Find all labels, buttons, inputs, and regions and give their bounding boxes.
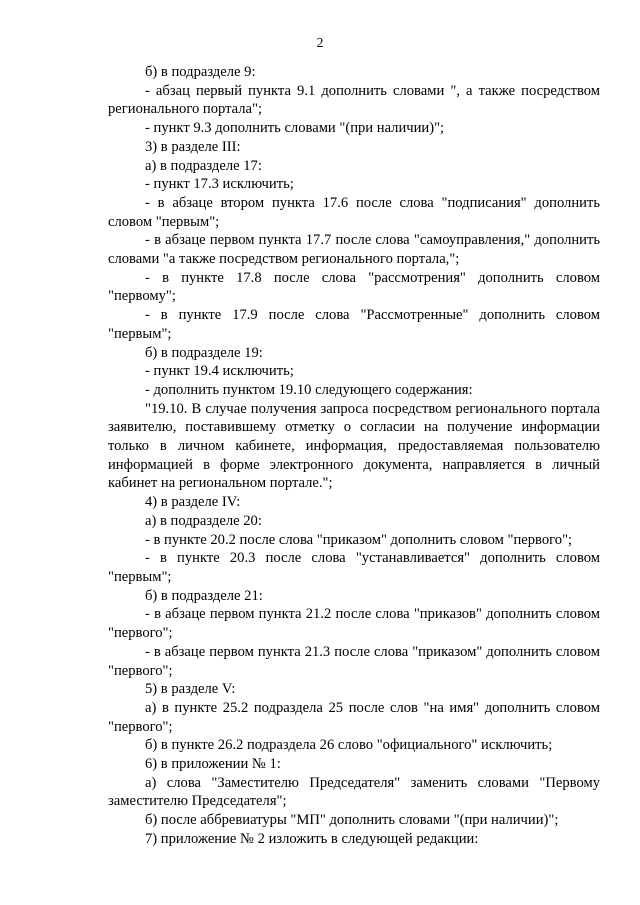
- paragraph: - пункт 19.4 исключить;: [145, 363, 294, 380]
- paragraph: 4) в разделе IV:: [145, 494, 241, 511]
- paragraph: - в абзаце втором пункта 17.6 после слова "подписания" дополнить словом "первым";: [108, 194, 600, 230]
- paragraph: б) в подразделе 21:: [145, 587, 263, 604]
- page-number: 2: [316, 35, 324, 50]
- paragraph: б) после аббревиатуры "МП" дополнить словами "(при наличии)";: [145, 812, 559, 829]
- paragraph: - в пункте 20.2 после слова "приказом" дополнить словом "первого";: [145, 531, 573, 548]
- paragraph: 3) в разделе III:: [145, 138, 241, 155]
- paragraph: - пункт 17.3 исключить;: [145, 176, 294, 193]
- paragraph: а) слова "Заместителю Председателя" заменить словами "Первому заместителю Председателя";: [108, 774, 600, 810]
- paragraph: - абзац первый пункта 9.1 дополнить словами ", а также посредством регионального портала";: [108, 82, 600, 118]
- paragraph: - в пункте 20.3 после слова "устанавливается" дополнить словом "первым";: [108, 550, 600, 585]
- paragraph: б) в пункте 26.2 подраздела 26 слово "официального" исключить;: [145, 737, 553, 754]
- paragraph: б) в подразделе 9:: [145, 64, 256, 80]
- paragraph: "19.10. В случае получения запроса посредством регионального портала заявителю, поставившему отметку о согласии на получение информации только в личном кабинете, информация, предоставляемая пользователю информацией в форме электронного документа, направляется в личный кабинет на региональном портале.";: [108, 400, 600, 492]
- paragraph: - в пункте 17.8 после слова "рассмотрения" дополнить словом "первому";: [108, 269, 600, 305]
- paragraph: 5) в разделе V:: [145, 681, 236, 698]
- paragraph: 6) в приложении № 1:: [145, 756, 281, 773]
- paragraph: - в абзаце первом пункта 21.2 после слова "приказов" дополнить словом "первого";: [108, 606, 600, 642]
- paragraph: 7) приложение № 2 изложить в следующей редакции:: [145, 830, 479, 847]
- paragraph: - в абзаце первом пункта 17.7 после слова "самоуправления," дополнить словами "а также посредством регионального портала,";: [108, 232, 600, 268]
- paragraph: - дополнить пунктом 19.10 следующего содержания:: [145, 381, 473, 398]
- paragraph: - в пункте 17.9 после слова "Рассмотренные" дополнить словом "первым";: [108, 307, 600, 342]
- paragraph: - пункт 9.3 дополнить словами "(при наличии)";: [145, 120, 445, 137]
- paragraph: - в абзаце первом пункта 21.3 после слова "приказом" дополнить словом "первого";: [108, 643, 600, 679]
- document-body: [108, 63, 600, 849]
- paragraph: а) в пункте 25.2 подраздела 25 после слов "на имя" дополнить словом "первого";: [108, 699, 600, 735]
- paragraph: а) в подразделе 20:: [145, 512, 262, 529]
- paragraph: б) в подразделе 19:: [145, 344, 263, 361]
- paragraph: а) в подразделе 17:: [145, 157, 262, 174]
